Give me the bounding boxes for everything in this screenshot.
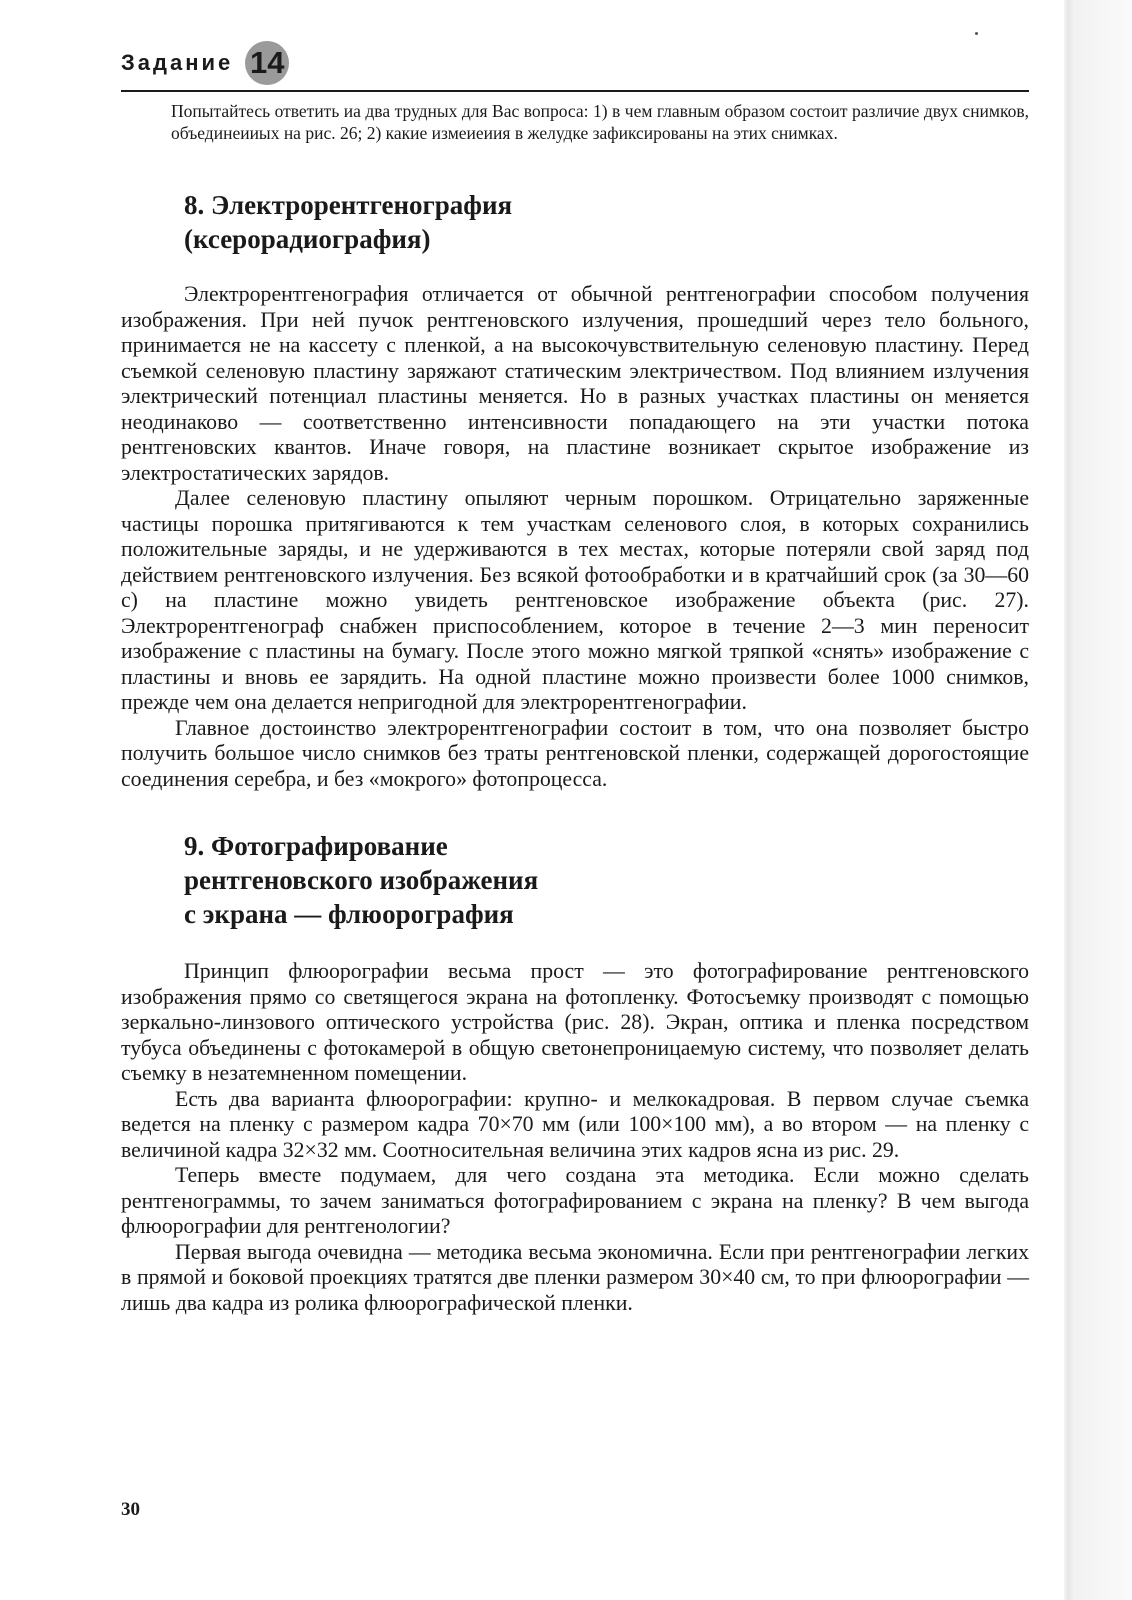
heading-line: 9. Фотографирование bbox=[184, 831, 448, 861]
scan-speck bbox=[975, 32, 978, 35]
paragraph: Теперь вместе подумаем, для чего создана эта методика. Если можно сделать рентгенограммы, то зачем заниматься фотографированием с экрана на пленку? В чем выгода флюорографии для рентгенологии? bbox=[121, 1163, 1029, 1238]
paragraph: Есть два варианта флюорографии: крупно- и мелкокадровая. В первом случае съемка ведется на пленку с размером кадра 70×70 мм (или 100×100 мм), а во втором — на пленку с величиной кадра 32×32 мм. Соотносительная величина этих кадров ясна из рис. 29. bbox=[121, 1086, 1029, 1162]
task-divider bbox=[121, 90, 1029, 92]
heading-line: с экрана — флюорография bbox=[184, 899, 514, 929]
paragraph: Далее селеновую пластину опыляют черным порошком. Отрицательно заряженные частицы порошка притягиваются к тем участкам селенового слоя, в которых сохранились положительные заряды, и не удерживаются в тех местах, которые потеряли свой заряд под действием рентгеновского излучения. Без всякой фотообработки и в кратчайший срок (за 30—60 с) на пластине можно увидеть рентгеновское изображение объекта (рис. 27). Электрорентгенограф снабжен приспособлением, которое в течение 2—3 мин переносит изображение с пластины на бумагу. После этого можно мягкой тряпкой «снять» изображение с пластины и вновь ее зарядить. На одной пластине можно произвести более 1000 снимков, прежде чем она делается непригодной для электрорентгенографии. bbox=[121, 486, 1029, 714]
task-text: Попытайтесь ответить иа два трудных для Вас вопроса: 1) в чем главным образом состоит различие двух снимков, объединеииых на рис. 26; 2) какие измеиеиия в желудке зафиксированы на этих снимках. bbox=[171, 101, 1029, 143]
task-number-badge: 14 bbox=[245, 41, 289, 85]
page-edge-shadow bbox=[1064, 0, 1132, 1600]
paragraph: Главное достоинство электрорентгенографии состоит в том, что она позволяет быстро получить большое число снимков без траты рентгеновской пленки, содержащей дорогостоящие соединения серебра, и без «мокрого» фотопроцесса. bbox=[121, 715, 1029, 791]
section-9-heading bbox=[184, 829, 1029, 931]
heading-line: 8. Электрорентгенография bbox=[184, 190, 513, 220]
paragraph: Принцип флюорографии весьма прост — это фотографирование рентгеновского изображения прямо со светящегося экрана на фотопленку. Фотосъемку производят с помощью зеркально-линзового оптического устройства (рис. 28). Экран, оптика и пленка посредством тубуса объединены с фотокамерой в общую светонепроницаемую систему, что позволяет делать съемку в незатемненном помещении. bbox=[121, 959, 1029, 1085]
section-8-heading bbox=[184, 188, 1029, 256]
heading-line: рентгеновского изображения bbox=[184, 865, 539, 895]
task-label: Задание bbox=[121, 50, 234, 75]
page-number: 30 bbox=[121, 1499, 140, 1520]
task-header bbox=[121, 40, 1029, 86]
paragraph: Первая выгода очевидна — методика весьма экономична. Если при рентгенографии легких в прямой и боковой проекциях тратятся две пленки размером 30×40 см, то при флюорографии — лишь два кадра из ролика флюорографической пленки. bbox=[121, 1239, 1029, 1315]
heading-line: (ксерорадиография) bbox=[184, 224, 431, 254]
page-content bbox=[121, 40, 1029, 1316]
paragraph: Электрорентгенография отличается от обычной рентгенографии способом получения изображения. При ней пучок рентгеновского излучения, прошедший через тело больного, принимается не на кассету с пленкой, а на высокочувствительную селеновую пластину. Перед съемкой селеновую пластину заряжают статическим электричеством. Под влиянием излучения электрический потенциал пластины меняется. Но в разных участках пластины он меняется неодинаково — соответственно интенсивности попадающего на эти участки потока рентгеновских квантов. Иначе говоря, на пластине возникает скрытое изображение из электростатических зарядов. bbox=[121, 282, 1029, 485]
